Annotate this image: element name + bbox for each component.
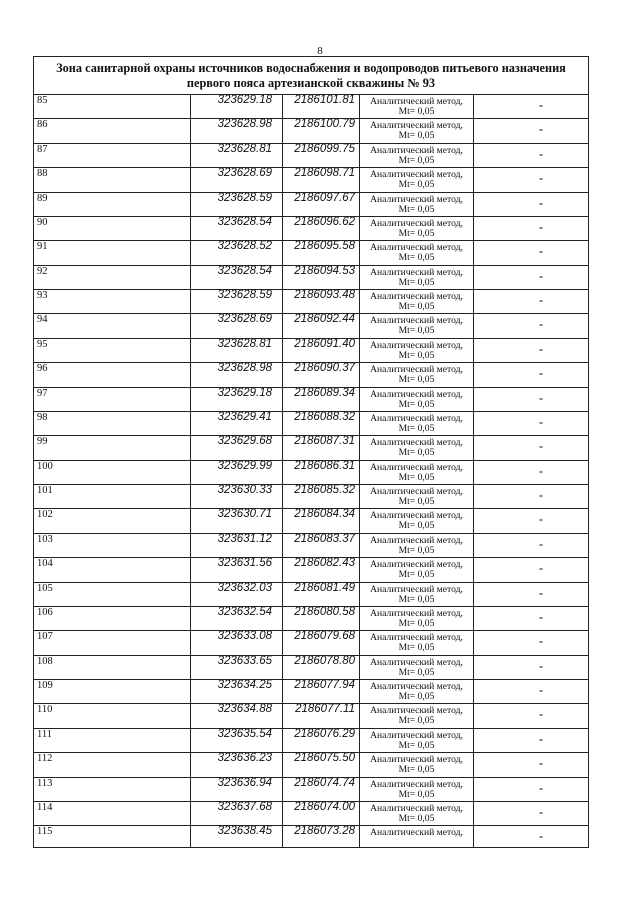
method-accuracy: Mt= 0,05: [398, 203, 435, 215]
point-number-cell: 113: [34, 778, 191, 801]
table-row: [34, 436, 588, 460]
table-row: [34, 412, 588, 436]
method-accuracy: Mt= 0,05: [398, 471, 435, 483]
x-coordinate-cell: 323632.54: [191, 607, 283, 630]
method-cell: [360, 704, 474, 727]
method-accuracy: Mt= 0,05: [398, 666, 435, 678]
method-name: Аналитический метод,: [370, 510, 463, 522]
point-number-cell: 102: [34, 509, 191, 532]
point-number-cell: 105: [34, 583, 191, 606]
method-cell: [360, 119, 474, 142]
point-number-cell: 87: [34, 144, 191, 167]
method-name: Аналитический метод,: [370, 827, 463, 839]
method-accuracy: Mt= 0,05: [398, 617, 435, 629]
empty-value-cell: -: [539, 756, 543, 771]
point-number-cell: 103: [34, 534, 191, 557]
table-title: [34, 57, 588, 95]
coordinates-table: [33, 56, 589, 848]
method-cell: [360, 314, 474, 337]
y-coordinate-cell: 2186090.37: [283, 363, 360, 386]
y-coordinate-cell: 2186080.58: [283, 607, 360, 630]
x-coordinate-cell: 323629.18: [191, 388, 283, 411]
x-coordinate-cell: 323628.69: [191, 168, 283, 191]
method-accuracy: Mt= 0,05: [398, 642, 435, 654]
method-cell: [360, 680, 474, 703]
method-name: Аналитический метод,: [370, 364, 463, 376]
y-coordinate-cell: 2186077.11: [283, 704, 360, 727]
method-accuracy: Mt= 0,05: [398, 374, 435, 386]
y-coordinate-cell: 2186084.34: [283, 509, 360, 532]
y-coordinate-cell: 2186100.79: [283, 119, 360, 142]
method-name: Аналитический метод,: [370, 388, 463, 400]
method-accuracy: Mt= 0,05: [398, 349, 435, 361]
y-coordinate-cell: 2186094.53: [283, 266, 360, 289]
x-coordinate-cell: 323628.98: [191, 363, 283, 386]
empty-value-cell: -: [539, 609, 543, 624]
x-coordinate-cell: 323633.65: [191, 656, 283, 679]
point-number-cell: 99: [34, 436, 191, 459]
y-coordinate-cell: 2186073.28: [283, 826, 360, 847]
method-name: Аналитический метод,: [370, 729, 463, 741]
method-accuracy: Mt= 0,05: [398, 106, 435, 117]
method-cell: [360, 241, 474, 264]
y-coordinate-cell: 2186093.48: [283, 290, 360, 313]
empty-value-cell: -: [539, 122, 543, 137]
table-title-line2: первого пояса артезианской скважины № 93: [186, 76, 436, 90]
table-row: [34, 193, 588, 217]
method-accuracy: Mt= 0,05: [398, 544, 435, 556]
table-row: [34, 266, 588, 290]
table-title-line1: Зона санитарной охраны источников водоснабжения и водопроводов питьевого назначения: [56, 61, 566, 75]
point-number-cell: 109: [34, 680, 191, 703]
method-accuracy: Mt= 0,05: [398, 593, 435, 605]
method-cell: [360, 217, 474, 240]
x-coordinate-cell: 323630.71: [191, 509, 283, 532]
table-row: [34, 631, 588, 655]
empty-value-cell: -: [539, 414, 543, 429]
method-name: Аналитический метод,: [370, 315, 463, 327]
point-number-cell: 90: [34, 217, 191, 240]
y-coordinate-cell: 2186076.29: [283, 729, 360, 752]
method-cell: [360, 339, 474, 362]
point-number-cell: 95: [34, 339, 191, 362]
method-cell: [360, 436, 474, 459]
x-coordinate-cell: 323628.59: [191, 193, 283, 216]
empty-value-cell: -: [539, 341, 543, 356]
method-cell: [360, 656, 474, 679]
method-name: Аналитический метод,: [370, 96, 463, 107]
x-coordinate-cell: 323629.68: [191, 436, 283, 459]
method-cell: [360, 802, 474, 825]
method-name: Аналитический метод,: [370, 120, 463, 132]
x-coordinate-cell: 323628.69: [191, 314, 283, 337]
x-coordinate-cell: 323628.52: [191, 241, 283, 264]
method-cell: [360, 95, 474, 118]
method-accuracy: Mt= 0,05: [398, 301, 435, 312]
y-coordinate-cell: 2186101.81: [283, 95, 360, 118]
y-coordinate-cell: 2186097.67: [283, 193, 360, 216]
empty-value-cell: -: [539, 561, 543, 576]
method-name: Аналитический метод,: [370, 169, 463, 181]
method-name: Аналитический метод,: [370, 656, 463, 668]
method-cell: [360, 144, 474, 167]
y-coordinate-cell: 2186086.31: [283, 461, 360, 484]
table-row: [34, 95, 588, 119]
table-row: [34, 144, 588, 168]
method-name: Аналитический метод,: [370, 193, 463, 205]
point-number-cell: 111: [34, 729, 191, 752]
method-cell: [360, 558, 474, 581]
y-coordinate-cell: 2186089.34: [283, 388, 360, 411]
x-coordinate-cell: 323628.81: [191, 144, 283, 167]
method-cell: [360, 583, 474, 606]
x-coordinate-cell: 323635.54: [191, 729, 283, 752]
empty-value-cell: -: [539, 804, 543, 819]
method-cell: [360, 826, 474, 847]
y-coordinate-cell: 2186099.75: [283, 144, 360, 167]
y-coordinate-cell: 2186096.62: [283, 217, 360, 240]
point-number-cell: 88: [34, 168, 191, 191]
y-coordinate-cell: 2186077.94: [283, 680, 360, 703]
table-row: [34, 802, 588, 826]
x-coordinate-cell: 323629.41: [191, 412, 283, 435]
table-row: [34, 339, 588, 363]
empty-value-cell: -: [539, 585, 543, 600]
x-coordinate-cell: 323632.03: [191, 583, 283, 606]
x-coordinate-cell: 323631.56: [191, 558, 283, 581]
method-accuracy: Mt= 0,05: [398, 788, 435, 800]
table-row: [34, 119, 588, 143]
method-cell: [360, 290, 474, 313]
y-coordinate-cell: 2186075.50: [283, 753, 360, 776]
empty-value-cell: -: [539, 439, 543, 454]
empty-value-cell: -: [539, 366, 543, 381]
table-body: [34, 95, 588, 848]
method-name: Аналитический метод,: [370, 144, 463, 156]
method-name: Аналитический метод,: [370, 534, 463, 546]
x-coordinate-cell: 323628.59: [191, 290, 283, 313]
point-number-cell: 98: [34, 412, 191, 435]
method-cell: [360, 461, 474, 484]
method-name: Аналитический метод,: [370, 583, 463, 595]
method-accuracy: Mt= 0,05: [398, 252, 435, 264]
point-number-cell: 86: [34, 119, 191, 142]
method-name: Аналитический метод,: [370, 802, 463, 814]
x-coordinate-cell: 323631.12: [191, 534, 283, 557]
method-name: Аналитический метод,: [370, 242, 463, 254]
method-cell: [360, 534, 474, 557]
x-coordinate-cell: 323628.54: [191, 266, 283, 289]
empty-value-cell: -: [539, 219, 543, 234]
empty-value-cell: -: [539, 780, 543, 795]
method-accuracy: Mt= 0,05: [398, 764, 435, 776]
point-number-cell: 112: [34, 753, 191, 776]
empty-value-cell: -: [539, 268, 543, 283]
y-coordinate-cell: 2186083.37: [283, 534, 360, 557]
page-number: 8: [317, 45, 323, 57]
method-accuracy: Mt= 0,05: [398, 691, 435, 702]
x-coordinate-cell: 323628.54: [191, 217, 283, 240]
method-accuracy: Mt= 0,05: [398, 398, 435, 410]
y-coordinate-cell: 2186079.68: [283, 631, 360, 654]
y-coordinate-cell: 2186098.71: [283, 168, 360, 191]
empty-value-cell: -: [539, 293, 543, 307]
method-accuracy: Mt= 0,05: [398, 422, 435, 434]
empty-value-cell: -: [539, 658, 543, 673]
empty-value-cell: -: [539, 488, 543, 502]
empty-value-cell: -: [539, 731, 543, 746]
point-number-cell: 94: [34, 314, 191, 337]
table-row: [34, 778, 588, 802]
table-row: [34, 290, 588, 314]
method-accuracy: Mt= 0,05: [398, 739, 435, 751]
method-cell: [360, 168, 474, 191]
method-accuracy: Mt= 0,05: [398, 179, 435, 191]
point-number-cell: 89: [34, 193, 191, 216]
method-name: Аналитический метод,: [370, 607, 463, 619]
point-number-cell: 106: [34, 607, 191, 630]
method-name: Аналитический метод,: [370, 339, 463, 351]
method-name: Аналитический метод,: [370, 754, 463, 766]
table-row: [34, 656, 588, 680]
method-name: Аналитический метод,: [370, 437, 463, 449]
method-cell: [360, 607, 474, 630]
y-coordinate-cell: 2186091.40: [283, 339, 360, 362]
method-accuracy: Mt= 0,05: [398, 276, 435, 288]
method-cell: [360, 363, 474, 386]
point-number-cell: 91: [34, 241, 191, 264]
y-coordinate-cell: 2186074.74: [283, 778, 360, 801]
table-row: [34, 704, 588, 728]
point-number-cell: 108: [34, 656, 191, 679]
y-coordinate-cell: 2186087.31: [283, 436, 360, 459]
table-row: [34, 217, 588, 241]
y-coordinate-cell: 2186085.32: [283, 485, 360, 508]
empty-value-cell: -: [539, 683, 543, 697]
table-row: [34, 583, 588, 607]
method-accuracy: Mt= 0,05: [398, 227, 435, 239]
x-coordinate-cell: 323634.25: [191, 680, 283, 703]
method-cell: [360, 729, 474, 752]
point-number-cell: 97: [34, 388, 191, 411]
empty-value-cell: -: [539, 536, 543, 551]
y-coordinate-cell: 2186088.32: [283, 412, 360, 435]
method-accuracy: Mt= 0,05: [398, 812, 435, 824]
method-name: Аналитический метод,: [370, 266, 463, 278]
x-coordinate-cell: 323638.45: [191, 826, 283, 847]
y-coordinate-cell: 2186081.49: [283, 583, 360, 606]
x-coordinate-cell: 323636.23: [191, 753, 283, 776]
point-number-cell: 114: [34, 802, 191, 825]
method-cell: [360, 412, 474, 435]
method-name: Аналитический метод,: [370, 461, 463, 473]
table-row: [34, 509, 588, 533]
method-cell: [360, 193, 474, 216]
x-coordinate-cell: 323630.33: [191, 485, 283, 508]
method-name: Аналитический метод,: [370, 217, 463, 229]
point-number-cell: 85: [34, 95, 191, 118]
point-number-cell: 93: [34, 290, 191, 313]
table-row: [34, 314, 588, 338]
method-accuracy: Mt= 0,05: [398, 496, 435, 507]
x-coordinate-cell: 323633.08: [191, 631, 283, 654]
method-cell: [360, 509, 474, 532]
y-coordinate-cell: 2186095.58: [283, 241, 360, 264]
table-row: [34, 607, 588, 631]
table-row: [34, 168, 588, 192]
method-accuracy: Mt= 0,05: [398, 325, 435, 337]
x-coordinate-cell: 323629.99: [191, 461, 283, 484]
empty-value-cell: -: [539, 317, 543, 332]
empty-value-cell: -: [539, 390, 543, 405]
y-coordinate-cell: 2186078.80: [283, 656, 360, 679]
point-number-cell: 92: [34, 266, 191, 289]
empty-value-cell: -: [539, 146, 543, 161]
method-name: Аналитический метод,: [370, 412, 463, 424]
method-cell: [360, 631, 474, 654]
method-name: Аналитический метод,: [370, 291, 463, 302]
x-coordinate-cell: 323629.18: [191, 95, 283, 118]
method-accuracy: Mt= 0,05: [398, 154, 435, 166]
method-name: Аналитический метод,: [370, 632, 463, 644]
empty-value-cell: -: [539, 463, 543, 478]
empty-value-cell: -: [539, 244, 543, 259]
x-coordinate-cell: 323628.98: [191, 119, 283, 142]
point-number-cell: 110: [34, 704, 191, 727]
y-coordinate-cell: 2186082.43: [283, 558, 360, 581]
empty-value-cell: -: [539, 634, 543, 649]
table-row: [34, 485, 588, 509]
method-accuracy: Mt= 0,05: [398, 130, 435, 142]
x-coordinate-cell: 323637.68: [191, 802, 283, 825]
y-coordinate-cell: 2186074.00: [283, 802, 360, 825]
method-accuracy: Mt= 0,05: [398, 520, 435, 532]
table-row: [34, 388, 588, 412]
x-coordinate-cell: 323628.81: [191, 339, 283, 362]
empty-value-cell: -: [539, 829, 543, 844]
table-row: [34, 826, 588, 848]
method-name: Аналитический метод,: [370, 559, 463, 571]
empty-value-cell: -: [539, 707, 543, 722]
point-number-cell: 104: [34, 558, 191, 581]
method-accuracy: Mt= 0,05: [398, 569, 435, 581]
method-accuracy: Mt= 0,05: [398, 447, 435, 459]
point-number-cell: 100: [34, 461, 191, 484]
method-name: Аналитический метод,: [370, 778, 463, 790]
method-cell: [360, 388, 474, 411]
method-cell: [360, 753, 474, 776]
point-number-cell: 101: [34, 485, 191, 508]
empty-value-cell: -: [539, 195, 543, 210]
point-number-cell: 107: [34, 631, 191, 654]
table-row: [34, 461, 588, 485]
x-coordinate-cell: 323634.88: [191, 704, 283, 727]
method-name: Аналитический метод,: [370, 486, 463, 497]
method-accuracy: Mt= 0,05: [398, 715, 435, 727]
method-cell: [360, 485, 474, 508]
point-number-cell: 96: [34, 363, 191, 386]
empty-value-cell: -: [539, 98, 543, 112]
table-row: [34, 558, 588, 582]
method-cell: [360, 266, 474, 289]
method-cell: [360, 778, 474, 801]
method-name: Аналитический метод,: [370, 705, 463, 717]
table-row: [34, 241, 588, 265]
empty-value-cell: -: [539, 512, 543, 527]
table-row: [34, 753, 588, 777]
table-row: [34, 680, 588, 704]
x-coordinate-cell: 323636.94: [191, 778, 283, 801]
table-row: [34, 729, 588, 753]
y-coordinate-cell: 2186092.44: [283, 314, 360, 337]
point-number-cell: 115: [34, 826, 191, 847]
table-row: [34, 534, 588, 558]
empty-value-cell: -: [539, 171, 543, 186]
method-name: Аналитический метод,: [370, 681, 463, 692]
table-row: [34, 363, 588, 387]
